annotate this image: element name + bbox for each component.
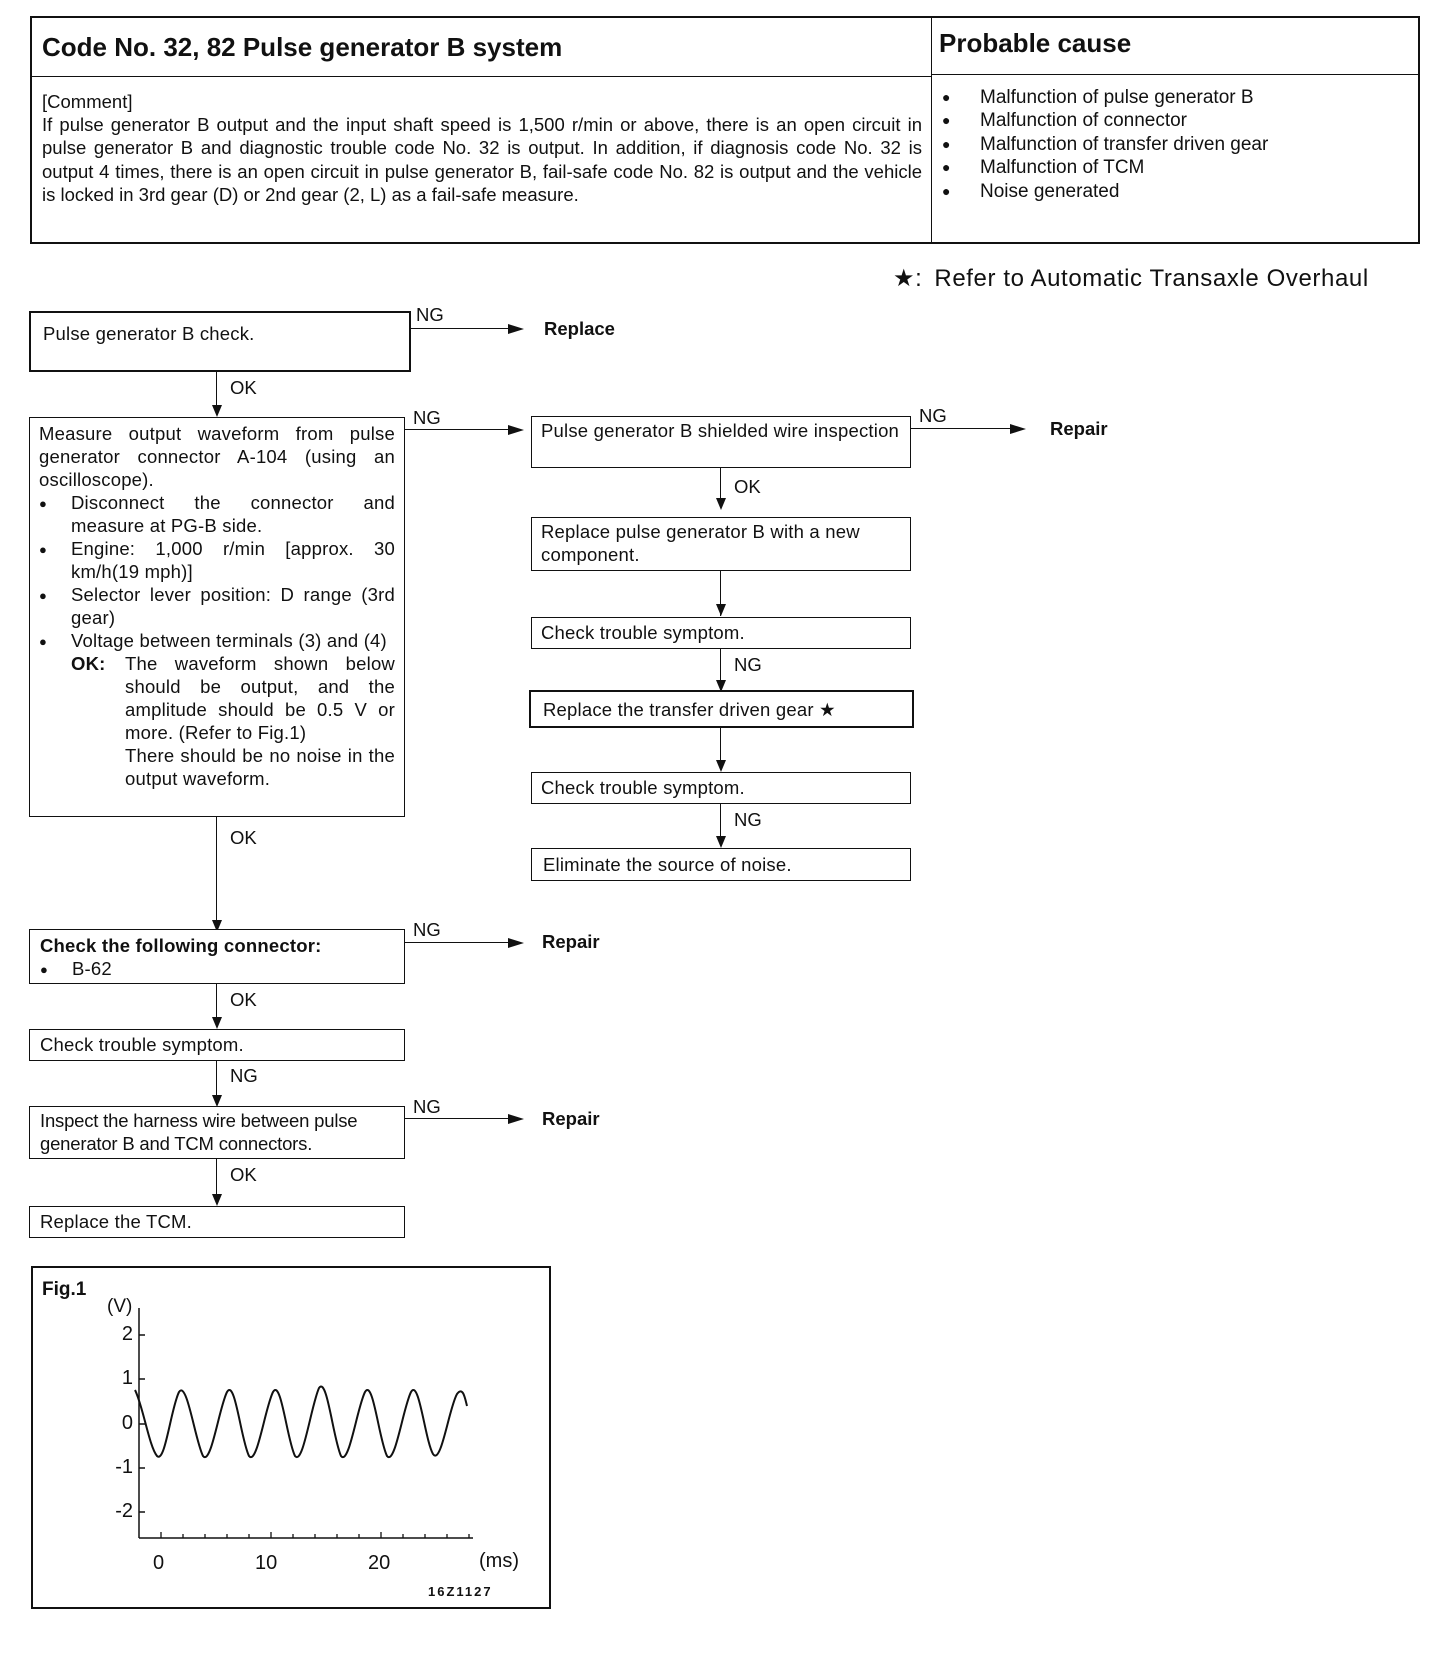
arrow-down-icon xyxy=(716,836,726,848)
y-tick: -1 xyxy=(115,1456,133,1478)
step-text: Eliminate the source of noise. xyxy=(543,854,792,875)
y-tick: 0 xyxy=(121,1412,133,1434)
table-divider xyxy=(931,18,932,242)
y-tick: 2 xyxy=(121,1323,133,1345)
step-text: Inspect the harness wire between pulse generator B and TCM connectors. xyxy=(40,1110,358,1154)
step-pulse-generator-check xyxy=(29,311,411,372)
probable-cause-heading: Probable cause xyxy=(939,28,1132,58)
bullet-item: ● Disconnect the connector and measure at PG-B side. xyxy=(39,491,395,537)
step-replace-transfer-driven-gear xyxy=(529,690,914,728)
connector-line xyxy=(911,428,1011,429)
result-repair: Repair xyxy=(542,1108,600,1129)
overhaul-note xyxy=(893,264,1369,293)
cause-item: ● Malfunction of connector xyxy=(942,109,1268,132)
page-title: Code No. 32, 82 Pulse generator B system xyxy=(42,32,563,62)
step-check-connector xyxy=(29,929,405,984)
result-replace: Replace xyxy=(544,318,615,339)
step-replace-tcm xyxy=(29,1206,405,1238)
step-text: Replace pulse generator B with a new component. xyxy=(541,521,860,565)
bullet-item: ● Voltage between terminals (3) and (4) xyxy=(39,629,395,652)
ng-label: NG xyxy=(416,304,444,325)
ok-label: OK xyxy=(230,827,257,848)
step-text: Pulse generator B shielded wire inspection xyxy=(541,420,900,441)
cause-item: ● Malfunction of transfer driven gear xyxy=(942,133,1268,156)
x-tick: 20 xyxy=(368,1552,391,1574)
ng-label: NG xyxy=(230,1065,258,1086)
arrow-down-icon xyxy=(716,604,726,616)
cause-item: ● Malfunction of TCM xyxy=(942,156,1268,179)
ok-label: OK xyxy=(230,1164,257,1185)
connector-line xyxy=(720,468,721,500)
step-shielded-wire-inspection xyxy=(531,416,911,468)
comment-text: If pulse generator B output and the input shaft speed is 1,500 r/min or above, there is an open circuit in pulse generator B and diagnostic trouble code No. 32 is output. In addition, if diagnosis code No. 32 is output 4 times, there is an open circuit in pulse generator B, fail-safe code No. 82 is output and the vehicle is locked in 3rd gear (D) or 2nd gear (2, L) as a fail-safe measure. xyxy=(42,114,922,205)
result-repair: Repair xyxy=(542,931,600,952)
arrow-down-icon xyxy=(212,1017,222,1029)
arrow-down-icon xyxy=(716,760,726,772)
connector-line xyxy=(216,817,217,922)
step-measure-waveform xyxy=(29,417,405,817)
ok-criteria xyxy=(39,652,395,790)
cause-item: ● Noise generated xyxy=(942,180,1268,203)
connector-line xyxy=(405,942,508,943)
result-repair: Repair xyxy=(1050,418,1108,439)
ng-label: NG xyxy=(919,405,947,426)
comment-block xyxy=(42,90,922,206)
figure-label: Fig.1 xyxy=(42,1279,87,1300)
arrow-down-icon xyxy=(212,1194,222,1206)
ok-criteria-text-2: There should be no noise in the output waveform. xyxy=(125,745,395,789)
step-replace-pulse-generator xyxy=(531,517,911,571)
x-tick: 0 xyxy=(153,1552,165,1574)
figure-waveform xyxy=(31,1266,551,1609)
connector-line xyxy=(216,1159,217,1195)
y-tick: -2 xyxy=(115,1500,133,1522)
note-text: Refer to Automatic Transaxle Overhaul xyxy=(934,265,1369,292)
step-check-trouble-symptom xyxy=(531,772,911,804)
step-text: Replace the TCM. xyxy=(40,1211,192,1232)
ng-label: NG xyxy=(734,654,762,675)
step-text: Check trouble symptom. xyxy=(40,1034,244,1055)
comment-label: [Comment] xyxy=(42,91,133,112)
step-text: Check trouble symptom. xyxy=(541,622,745,643)
step-inspect-harness xyxy=(29,1106,405,1159)
ng-label: NG xyxy=(413,407,441,428)
header-table xyxy=(30,16,1420,244)
arrow-right-icon xyxy=(508,324,524,334)
probable-cause-list xyxy=(942,86,1268,203)
arrow-right-icon xyxy=(508,938,524,948)
ng-label: NG xyxy=(734,809,762,830)
step-eliminate-noise xyxy=(531,848,911,881)
arrow-down-icon xyxy=(716,498,726,510)
figure-code: 16Z1127 xyxy=(428,1584,493,1599)
bullet-item: ● Engine: 1,000 r/min [approx. 30 km/h(19 mph)] xyxy=(39,537,395,583)
waveform-chart xyxy=(33,1268,549,1607)
arrow-right-icon xyxy=(508,1114,524,1124)
ng-label: NG xyxy=(413,1096,441,1117)
ok-label: OK xyxy=(230,377,257,398)
step-check-trouble-symptom xyxy=(29,1029,405,1061)
connector-line xyxy=(216,372,217,407)
table-divider xyxy=(931,74,1418,75)
bullet-item: ● Selector lever position: D range (3rd gear) xyxy=(39,583,395,629)
connector-line xyxy=(216,1061,217,1097)
ok-label: OK xyxy=(230,989,257,1010)
y-axis-unit: (V) xyxy=(107,1296,133,1317)
ok-criteria-text: The waveform shown below should be output, and the amplitude should be 0.5 V or more. (Refer to Fig.1) xyxy=(125,653,395,743)
star-icon: ★: xyxy=(893,265,923,292)
connector-line xyxy=(405,1118,508,1119)
ok-criteria-label: OK: xyxy=(71,653,106,674)
step-text: Replace the transfer driven gear ★ xyxy=(543,699,836,720)
cause-item: ● Malfunction of pulse generator B xyxy=(942,86,1268,109)
step-title: Check the following connector: xyxy=(40,935,322,956)
ok-label: OK xyxy=(734,476,761,497)
ng-label: NG xyxy=(413,919,441,940)
arrow-down-icon xyxy=(212,405,222,417)
connector-line xyxy=(405,429,508,430)
step-check-trouble-symptom xyxy=(531,617,911,649)
y-tick: 1 xyxy=(121,1367,133,1389)
bullet-item: ● B-62 xyxy=(40,957,394,980)
x-axis-unit: (ms) xyxy=(479,1550,519,1572)
x-tick: 10 xyxy=(255,1552,278,1574)
step-bullets xyxy=(39,491,395,652)
table-divider xyxy=(32,76,931,77)
connector-line xyxy=(411,328,511,329)
arrow-right-icon xyxy=(1010,424,1026,434)
step-bullets xyxy=(40,957,394,980)
step-text: Check trouble symptom. xyxy=(541,777,745,798)
step-text: Pulse generator B check. xyxy=(43,323,255,344)
arrow-right-icon xyxy=(508,425,524,435)
step-text: Measure output waveform from pulse generator connector A-104 (using an oscilloscope). xyxy=(39,423,395,490)
connector-line xyxy=(216,984,217,1018)
